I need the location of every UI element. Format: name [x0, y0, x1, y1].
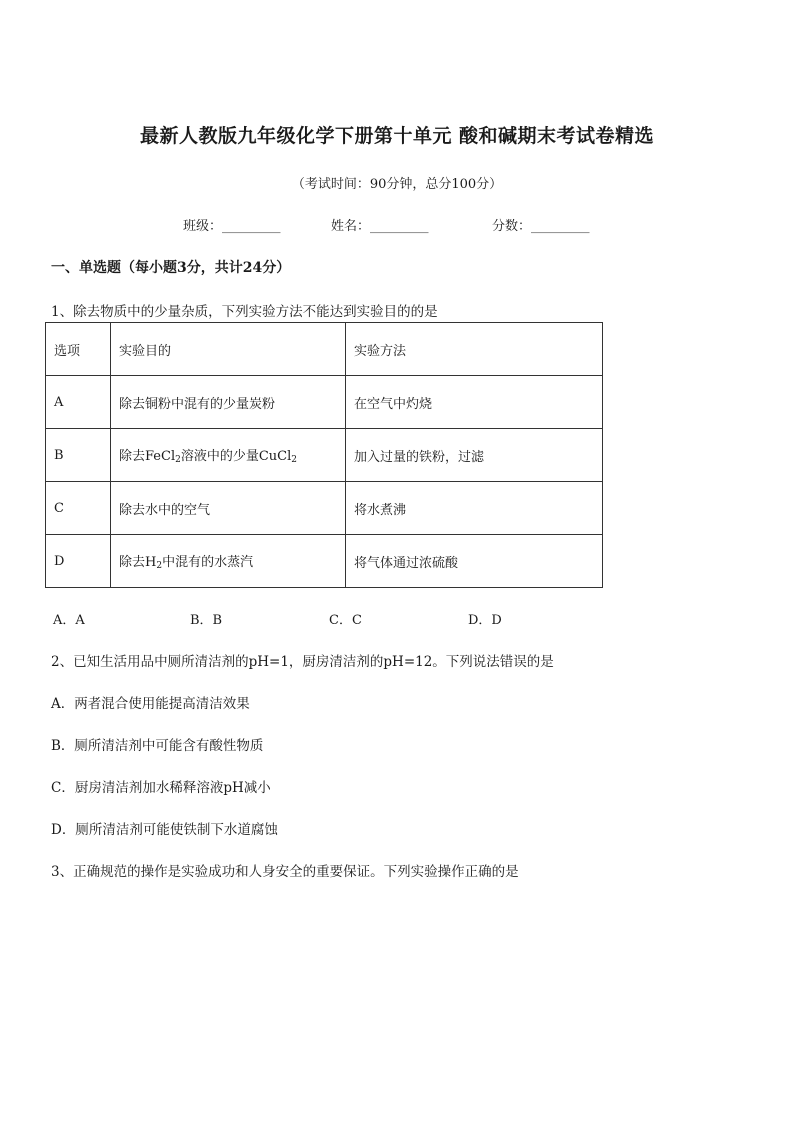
q1-choice-d: D．D — [468, 613, 502, 628]
table-cell-method: 在空气中灼烧 — [346, 376, 603, 429]
q1-choice-c: C．C — [329, 613, 362, 628]
table-header-cell: 实验方法 — [346, 323, 603, 376]
subscript: 2 — [156, 561, 163, 571]
table-row — [46, 482, 603, 535]
text-part: 溶液中的少量CuCl — [180, 449, 292, 464]
table-cell-option: A — [46, 376, 111, 429]
text-part: 除去FeCl — [119, 449, 176, 464]
subscript: 2 — [291, 455, 298, 465]
table-cell-method: 将气体通过浓硫酸 — [346, 535, 603, 588]
question-3-stem: 3、正确规范的操作是实验成功和人身安全的重要保证。下列实验操作正确的是 — [51, 864, 519, 880]
table-cell-purpose — [111, 429, 346, 482]
table-cell-purpose: 除去铜粉中混有的少量炭粉 — [111, 376, 346, 429]
exam-info: （考试时间：90分钟，总分100分） — [291, 177, 503, 192]
name-field: 姓名：_________ — [331, 219, 429, 234]
score-field: 分数：_________ — [492, 219, 590, 234]
table-row — [46, 535, 603, 588]
question-1-stem: 1、除去物质中的少量杂质，下列实验方法不能达到实验目的的是 — [51, 304, 438, 320]
page-title: 最新人教版九年级化学下册第十单元 酸和碱期末考试卷精选 — [139, 125, 655, 147]
table-cell-method: 加入过量的铁粉，过滤 — [346, 429, 603, 482]
q2-choice-c: C．厨房清洁剂加水稀释溶液pH减小 — [51, 780, 271, 796]
q2-choice-d: D．厕所清洁剂可能使铁制下水道腐蚀 — [51, 822, 278, 838]
table-cell-option: D — [46, 535, 111, 588]
q1-choice-a: A．A — [53, 613, 85, 628]
table-cell-purpose: 除去水中的空气 — [111, 482, 346, 535]
table-header-cell: 选项 — [46, 323, 111, 376]
question-2-stem: 2、已知生活用品中厕所清洁剂的pH=1，厨房清洁剂的pH=12。下列说法错误的是 — [51, 654, 554, 670]
table-row — [46, 429, 603, 482]
table-row — [46, 376, 603, 429]
table-cell-option: B — [46, 429, 111, 482]
question-1-table — [45, 322, 603, 588]
table-cell-purpose — [111, 535, 346, 588]
table-cell-method: 将水煮沸 — [346, 482, 603, 535]
q1-choice-b: B．B — [190, 613, 223, 628]
subscript: 2 — [175, 455, 181, 465]
q2-choice-b: B．厕所清洁剂中可能含有酸性物质 — [51, 738, 264, 754]
table-header-row — [46, 323, 603, 376]
text-part: 中混有的水蒸汽 — [162, 555, 254, 570]
q2-choice-a: A．两者混合使用能提高清洁效果 — [51, 696, 250, 712]
table-header-cell: 实验目的 — [111, 323, 346, 376]
class-field: 班级：_________ — [183, 219, 281, 234]
table-cell-option: C — [46, 482, 111, 535]
section-title: 一、单选题（每小题3分，共计24分） — [51, 260, 291, 276]
text-part: 除去H — [119, 555, 157, 570]
